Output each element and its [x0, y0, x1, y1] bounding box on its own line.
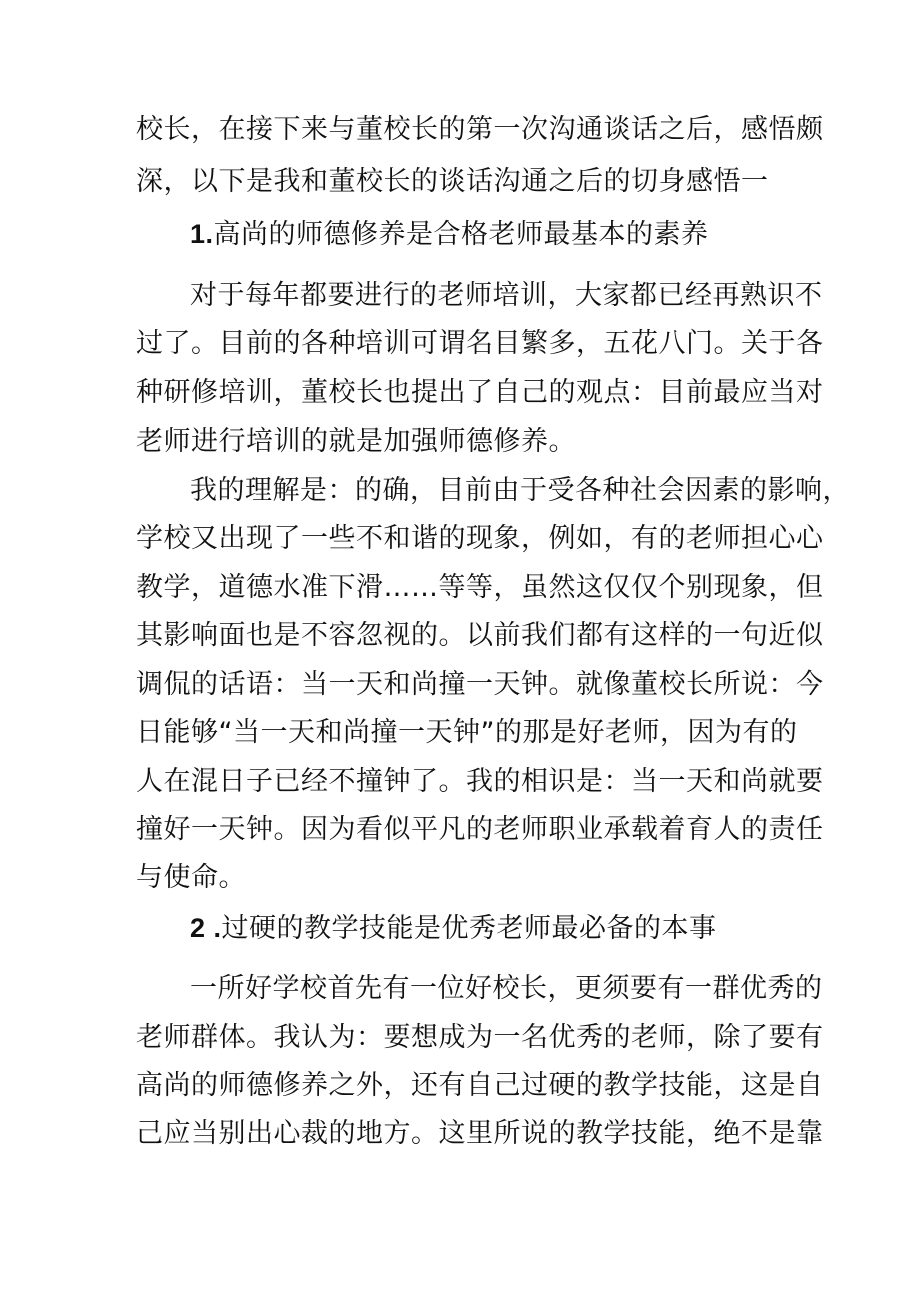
paragraph-line: 老师进行培训的就是加强师德修养。 [136, 426, 576, 457]
paragraph-line: 其影响面也是不容忽视的。以前我们都有这样的一句近似 [136, 620, 824, 651]
heading-text: 高尚的师德修养是合格老师最基本的素养 [213, 219, 709, 250]
heading-number: 1. [190, 219, 214, 249]
paragraph-line: 老师群体。我认为：要想成为一名优秀的老师，除了要有 [136, 1022, 824, 1053]
heading-text: 过硬的教学技能是优秀老师最必备的本事 [221, 913, 717, 944]
section-heading-1 [190, 217, 850, 252]
paragraph-line: 我的理解是：的确，目前由于受各种社会因素的影响， [190, 475, 850, 506]
paragraph-line: 种研修培训，董校长也提出了自己的观点：目前最应当对 [136, 377, 824, 408]
paragraph-line: 学校又出现了一些不和谐的现象，例如，有的老师担心心 [136, 523, 824, 554]
paragraph-line: 一所好学校首先有一位好校长，更须要有一群优秀的 [190, 973, 823, 1004]
paragraph-line: 高尚的师德修养之外，还有自己过硬的教学技能，这是自 [136, 1070, 824, 1101]
paragraph-line: 日能够“当一天和尚撞一天钟”的那是好老师，因为有的 [136, 717, 798, 748]
paragraph-line: 撞好一天钟。因为看似平凡的老师职业承载着育人的责任 [136, 814, 824, 845]
intro-line: 深，以下是我和董校长的谈话沟通之后的切身感悟一 [136, 166, 769, 197]
paragraph-line: 对于每年都要进行的老师培训，大家都已经再熟识不 [190, 280, 823, 311]
paragraph-line: 过了。目前的各种培训可谓名目繁多，五花八门。关于各 [136, 328, 824, 359]
paragraph-line: 人在混日子已经不撞钟了。我的相识是：当一天和尚就要 [136, 766, 824, 797]
section-heading-2 [190, 911, 850, 946]
heading-number: 2 . [190, 913, 222, 943]
paragraph-line: 教学，道德水准下滑……等等，虽然这仅仅个别现象，但 [136, 572, 824, 603]
intro-line: 校长，在接下来与董校长的第一次沟通谈话之后，感悟颇 [136, 114, 824, 145]
paragraph-line: 调侃的话语：当一天和尚撞一天钟。就像董校长所说：今 [136, 669, 824, 700]
paragraph-line: 与使命。 [136, 862, 246, 893]
paragraph-line: 己应当别出心裁的地方。这里所说的教学技能，绝不是靠 [136, 1118, 824, 1149]
